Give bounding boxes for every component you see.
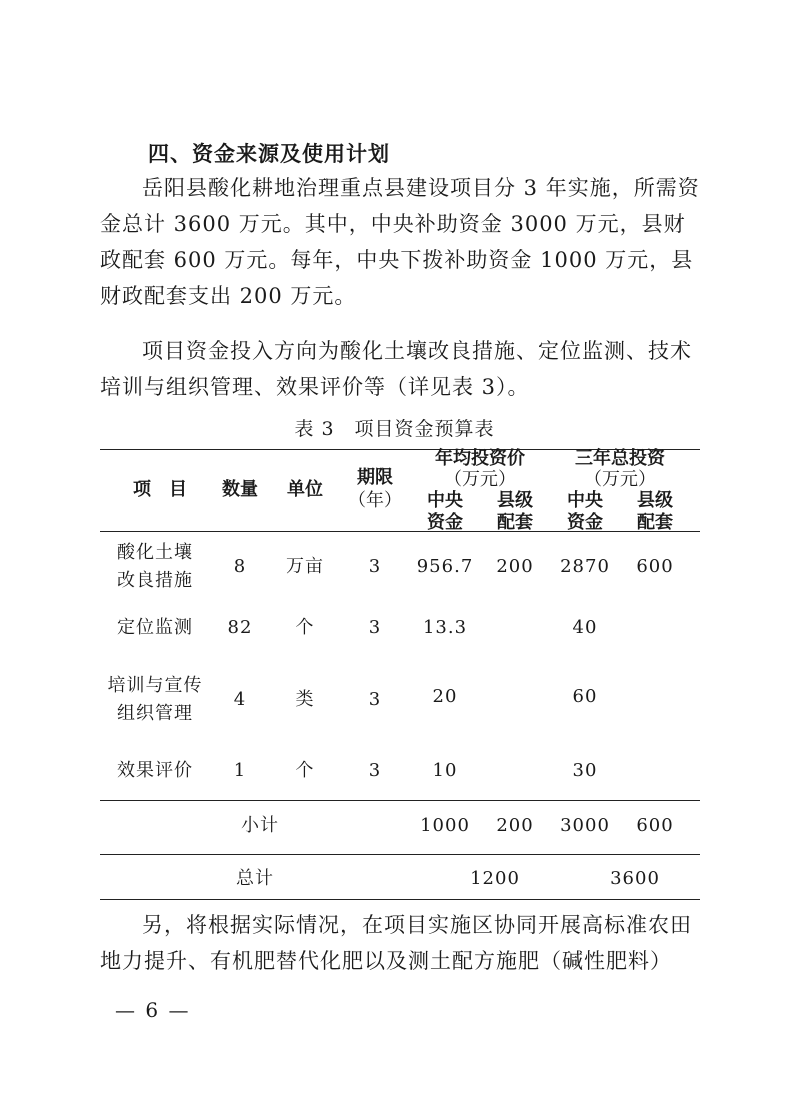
row-period: 3 (368, 617, 382, 638)
header-total-county-2: 配套 (637, 512, 673, 533)
row-total-central: 60 (572, 686, 598, 707)
header-total-central: 中央 (567, 490, 603, 511)
subtotal-total-central: 3000 (560, 815, 610, 836)
subtotal-annual-county: 200 (496, 815, 534, 836)
total-annual: 1200 (470, 868, 520, 889)
row-item-line1: 培训与宣传 (107, 675, 203, 696)
row-unit: 万亩 (286, 556, 324, 577)
row-unit: 个 (295, 617, 315, 638)
row-total-county: 600 (636, 556, 674, 577)
row-unit: 类 (295, 689, 315, 710)
header-total-central-2: 资金 (567, 512, 603, 533)
row-quantity: 1 (233, 760, 247, 781)
header-three-year-investment: 三年总投资 (575, 448, 665, 469)
row-period: 3 (368, 760, 382, 781)
header-annual-investment: 年均投资价 (435, 448, 525, 469)
header-item: 项 目 (133, 479, 187, 500)
header-unit: 单位 (287, 479, 323, 500)
subtotal-total-county: 600 (636, 815, 674, 836)
subtotal-top-rule (100, 800, 700, 801)
row-quantity: 8 (233, 556, 247, 577)
total-label: 总计 (236, 868, 274, 889)
header-period-unit: （年） (348, 490, 402, 511)
row-annual-central: 10 (432, 760, 458, 781)
subtotal-label: 小计 (241, 815, 279, 836)
row-total-central: 40 (572, 617, 598, 638)
row-item-line2: 改良措施 (117, 570, 193, 591)
header-quantity: 数量 (222, 479, 258, 500)
investment-direction-paragraph: 项目资金投入方向为酸化土壤改良措施、定位监测、技术培训与组织管理、效果评价等（详见表 3）。 (100, 339, 692, 399)
row-annual-central: 956.7 (416, 556, 474, 577)
row-period: 3 (368, 556, 382, 577)
header-annual-central: 中央 (427, 490, 463, 511)
section-heading: 四、资金来源及使用计划 (148, 142, 390, 166)
page-number: — 6 — (115, 998, 191, 1022)
total-three-year: 3600 (610, 868, 660, 889)
subtotal-annual-central: 1000 (420, 815, 470, 836)
row-item-line1: 酸化土壤 (117, 542, 193, 563)
row-item: 定位监测 (117, 617, 193, 638)
row-quantity: 4 (233, 689, 247, 710)
funding-paragraph: 岳阳县酸化耕地治理重点县建设项目分 3 年实施，所需资金总计 3600 万元。其中，中央补助资金 3000 万元，县财政配套 600 万元。每年，中央下拨补助资金 1000 万元，县财政配套支出 200 万元。 (100, 176, 700, 308)
row-total-central: 30 (572, 760, 598, 781)
header-annual-unit: （万元） (444, 469, 516, 490)
row-item: 效果评价 (117, 760, 193, 781)
row-quantity: 82 (227, 617, 253, 638)
row-annual-central: 20 (432, 686, 458, 707)
row-annual-central: 13.3 (422, 617, 468, 638)
table-bottom-rule (100, 899, 700, 900)
row-total-central: 2870 (560, 556, 610, 577)
total-top-rule (100, 854, 700, 855)
row-period: 3 (368, 689, 382, 710)
row-unit: 个 (295, 760, 315, 781)
table-caption: 表 3 项目资金预算表 (294, 418, 495, 440)
additional-measures-paragraph: 另，将根据实际情况，在项目实施区协同开展高标准农田地力提升、有机肥替代化肥以及测土配方施肥（碱性肥料） (100, 913, 692, 973)
header-period: 期限 (357, 467, 393, 488)
header-annual-county: 县级 (497, 490, 533, 511)
header-annual-central-2: 资金 (427, 512, 463, 533)
header-total-county: 县级 (637, 490, 673, 511)
row-item-line2: 组织管理 (117, 703, 193, 724)
header-three-year-unit: （万元） (584, 469, 656, 490)
row-annual-county: 200 (496, 556, 534, 577)
header-annual-county-2: 配套 (497, 512, 533, 533)
